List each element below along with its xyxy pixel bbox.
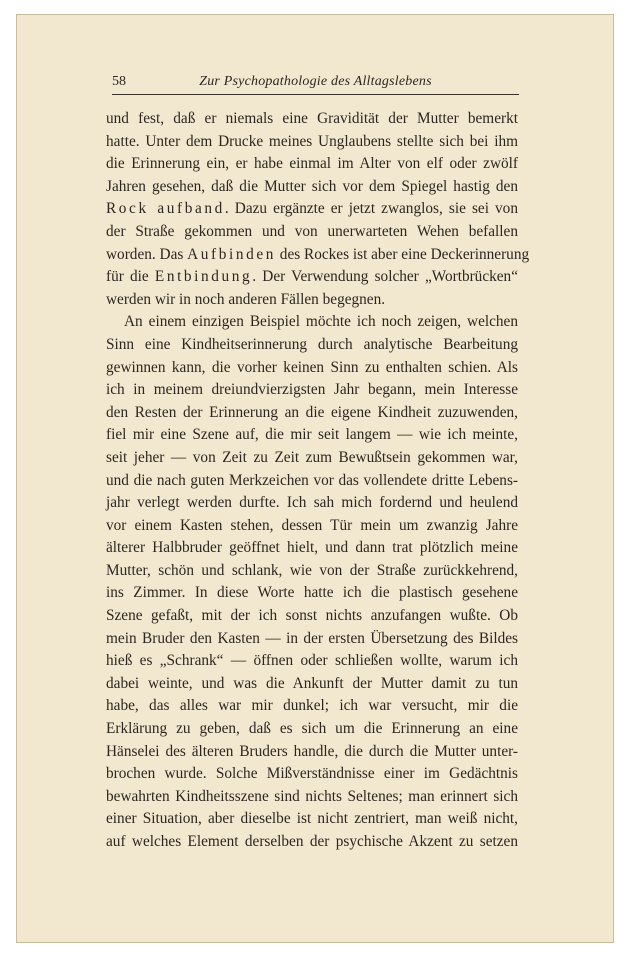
- text-line: [106, 741, 518, 764]
- body-text: [106, 108, 530, 854]
- text-line: [106, 379, 518, 402]
- text-segment: dabei weinte, und was die Ankunft der Mutter damit zu tun: [106, 674, 518, 692]
- text-segment: und fest, daß er niemals eine Gravidität der Mutter bemerkt: [106, 110, 518, 127]
- text-line: [106, 831, 518, 854]
- text-segment: Erklärung zu geben, daß es sich um die Erinnerung an eine: [106, 720, 518, 738]
- text-line: [106, 650, 518, 673]
- text-line: [106, 695, 518, 718]
- text-line: [106, 108, 518, 131]
- text-line: [106, 266, 518, 289]
- text-segment: einer Situation, aber dieselbe ist nicht zentriert, man weiß nicht,: [106, 810, 518, 828]
- text-line: [106, 424, 518, 447]
- text-line: [106, 311, 518, 334]
- text-line: [106, 289, 518, 312]
- text-line: [106, 628, 518, 651]
- text-segment: die Erinnerung ein, er habe einmal im Alter von elf oder zwölf: [106, 155, 518, 173]
- text-segment: älterer Halbbruder geöffnet hielt, und dann trat plötzlich meine: [106, 539, 518, 557]
- spaced-emphasis: Aufbinden: [187, 245, 276, 263]
- text-segment: . Der Verwendung solcher „Wortbrücken“: [252, 268, 518, 286]
- text-line: [106, 244, 530, 267]
- text-segment: Jahren gesehen, daß die Mutter sich vor dem Spiegel hastig den: [106, 177, 518, 195]
- text-segment: für die: [106, 268, 155, 286]
- text-line: [106, 334, 518, 357]
- running-header: [112, 72, 519, 95]
- text-segment: gewinnen kann, die vorher keinen Sinn zu enthalten schien. Als: [106, 358, 518, 376]
- text-line: [106, 560, 518, 583]
- text-line: [106, 515, 518, 538]
- text-segment: Hänselei des älteren Bruders handle, die durch die Mutter unter-: [106, 742, 518, 760]
- text-line: [106, 176, 518, 199]
- text-segment: jahr verlegt werden durfte. Ich sah mich fordernd und heulend: [106, 494, 518, 512]
- text-segment: An einem einzigen Beispiel möchte ich noch zeigen, welchen: [124, 313, 518, 331]
- text-line: [106, 470, 518, 493]
- text-segment: des Rockes ist aber eine Deckerinnerung: [275, 245, 530, 263]
- spaced-emphasis: Entbindung: [154, 268, 253, 286]
- text-segment: brochen wurde. Solche Mißverständnisse einer im Gedächtnis: [106, 765, 518, 783]
- text-segment: bewahrten Kindheitsszene sind nichts Seltenes; man erinnert sich: [106, 787, 518, 805]
- text-line: [106, 221, 518, 244]
- text-segment: der Straße gekommen und von unerwarteten Wehen befallen: [106, 222, 518, 240]
- text-segment: den Resten der Erinnerung an die eigene Kindheit zuzuwenden,: [106, 403, 518, 421]
- text-segment: fiel mir eine Szene auf, die mir seit langem — wie ich meinte,: [106, 426, 518, 444]
- text-segment: hieß es „Schrank“ — öffnen oder schließen wollte, warum ich: [106, 652, 518, 670]
- text-line: [106, 582, 518, 605]
- spaced-emphasis: Rock aufband: [106, 200, 225, 218]
- text-segment: worden. Das: [106, 245, 188, 263]
- text-segment: auf welches Element derselben der psychische Akzent zu setzen: [106, 833, 518, 850]
- text-segment: und die nach guten Merkzeichen vor das vollendete dritte Lebens-: [106, 471, 518, 489]
- text-segment: Mutter, schön und schlank, wie von der Straße zurückkehrend,: [106, 561, 518, 579]
- text-line: [106, 673, 518, 696]
- text-segment: hatte. Unter dem Drucke meines Unglaubens stellte sich bei ihm: [106, 132, 518, 150]
- text-line: [106, 402, 518, 425]
- text-segment: habe, das alles war mir dunkel; ich war versucht, mir die: [106, 697, 518, 715]
- text-line: [106, 447, 518, 470]
- text-segment: ich in meinem dreiundvierzigsten Jahr begann, mein Interesse: [106, 381, 518, 399]
- text-segment: seit jeher — von Zeit zu Zeit zum Bewußtsein gekommen war,: [106, 448, 518, 466]
- page-number: 58: [112, 74, 126, 89]
- text-line: [106, 763, 518, 786]
- text-line: [106, 357, 518, 380]
- text-line: [106, 153, 518, 176]
- text-line: [106, 808, 518, 831]
- text-line: [106, 198, 518, 221]
- text-segment: Sinn eine Kindheitserinnerung durch analytische Bearbeitung: [106, 335, 518, 353]
- text-line: [106, 786, 518, 809]
- text-line: [106, 537, 518, 560]
- text-line: [106, 718, 518, 741]
- text-line: [106, 605, 518, 628]
- text-segment: werden wir in noch anderen Fällen begegnen.: [106, 290, 386, 308]
- text-segment: Szene gefaßt, mit der ich sonst nichts anzufangen wußte. Ob: [106, 607, 518, 625]
- text-segment: mein Bruder den Kasten — in der ersten Übersetzung des Bildes: [106, 629, 518, 647]
- running-title: Zur Psychopathologie des Alltagslebens: [199, 74, 432, 89]
- text-segment: ins Zimmer. In diese Worte hatte ich die plastisch gesehene: [106, 584, 518, 602]
- text-line: [106, 492, 518, 515]
- text-segment: vor einem Kasten stehen, dessen Tür mein um zwanzig Jahre: [106, 516, 518, 534]
- text-line: [106, 131, 518, 154]
- text-segment: . Dazu ergänzte er jetzt zwanglos, sie sei von: [224, 200, 518, 218]
